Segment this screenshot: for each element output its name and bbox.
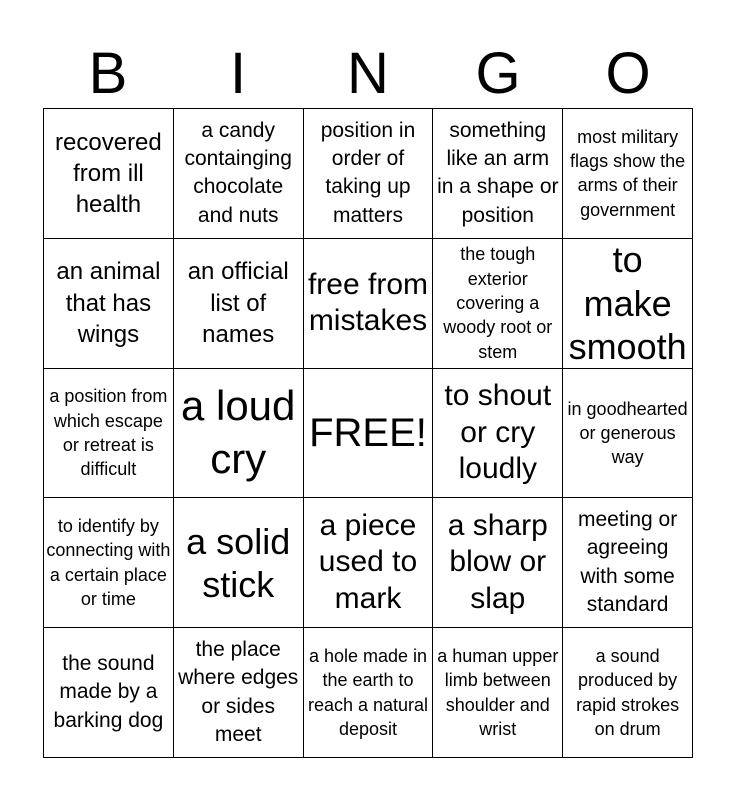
header-letter-o: O — [605, 41, 651, 106]
cell-text: a sharp blow or slap — [447, 508, 548, 616]
bingo-cell-r5-c2[interactable] — [174, 628, 304, 758]
bingo-cell-r2-c3[interactable] — [304, 239, 434, 369]
cell-text: the tough exterior covering a woody root or stem — [443, 244, 553, 362]
header-letter-n: N — [347, 41, 389, 106]
cell-text: to identify by connecting with a certain place or time — [46, 516, 171, 610]
cell-text: something like an arm in a shape or position — [437, 118, 559, 227]
bingo-cell-r5-c3[interactable] — [304, 628, 434, 758]
bingo-cell-r3-c5[interactable] — [563, 369, 693, 499]
cell-text: meeting or agreeing with some standard — [577, 508, 678, 617]
bingo-cell-r2-c4[interactable] — [433, 239, 563, 369]
cell-text: a piece used to mark — [318, 508, 418, 616]
bingo-cell-r3-c3-free[interactable] — [304, 369, 434, 499]
cell-text: a position from which escape or retreat is difficult — [49, 386, 168, 480]
cell-text: a human upper limb between shoulder and wrist — [437, 646, 559, 739]
cell-text: free from mistakes — [307, 267, 428, 338]
cell-text: an animal that has wings — [56, 258, 161, 348]
cell-text: a loud cry — [180, 382, 296, 482]
bingo-cell-r5-c1[interactable] — [44, 628, 174, 758]
header-letter-b: B — [88, 41, 128, 106]
header-letter-i: I — [229, 41, 247, 106]
cell-text: recovered from ill health — [55, 128, 162, 218]
bingo-cell-r3-c1[interactable] — [44, 369, 174, 499]
cell-text: most military flags show the arms of their government — [570, 126, 686, 220]
header-letter-g: G — [475, 41, 521, 106]
cell-text: a hole made in the earth to reach a natural deposit — [307, 646, 429, 739]
cell-text: an official list of names — [187, 258, 289, 348]
cell-text: a sound produced by rapid strokes on drum — [576, 646, 680, 739]
cell-text: to shout or cry loudly — [444, 379, 552, 486]
bingo-cell-r4-c4[interactable] — [433, 498, 563, 628]
bingo-cell-r4-c2[interactable] — [174, 498, 304, 628]
bingo-cell-r1-c1[interactable] — [44, 109, 174, 239]
bingo-cell-r1-c5[interactable] — [563, 109, 693, 239]
bingo-cell-r4-c1[interactable] — [44, 498, 174, 628]
bingo-cell-r3-c4[interactable] — [433, 369, 563, 499]
bingo-cell-r4-c5[interactable] — [563, 498, 693, 628]
cell-text: a solid stick — [186, 520, 291, 605]
bingo-cell-r5-c5[interactable] — [563, 628, 693, 758]
free-space-label: FREE! — [309, 410, 427, 455]
bingo-header — [43, 40, 693, 108]
bingo-cell-r1-c3[interactable] — [304, 109, 434, 239]
cell-text: the sound made by a barking dog — [53, 652, 164, 732]
bingo-cell-r2-c1[interactable] — [44, 239, 174, 369]
cell-text: the place where edges or sides meet — [178, 637, 299, 746]
bingo-grid — [43, 108, 693, 758]
bingo-cell-r1-c2[interactable] — [174, 109, 304, 239]
cell-text: position in order of taking up matters — [320, 118, 416, 227]
bingo-cell-r2-c2[interactable] — [174, 239, 304, 369]
bingo-cell-r3-c2[interactable] — [174, 369, 304, 499]
cell-text: a candy containging chocolate and nuts — [184, 118, 292, 227]
bingo-cell-r2-c5[interactable] — [563, 239, 693, 369]
bingo-cell-r1-c4[interactable] — [433, 109, 563, 239]
bingo-cell-r4-c3[interactable] — [304, 498, 434, 628]
cell-text: in goodhearted or generous way — [567, 398, 688, 468]
cell-text: to make smooth — [568, 239, 687, 367]
bingo-cell-r5-c4[interactable] — [433, 628, 563, 758]
